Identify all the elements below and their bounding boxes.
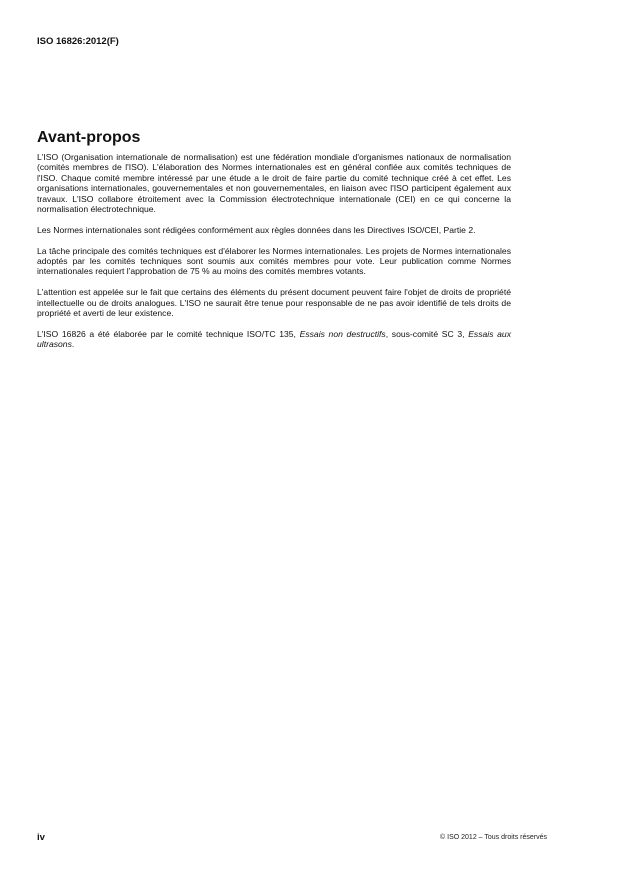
document-id-header: ISO 16826:2012(F) xyxy=(37,36,119,47)
text: , sous-comité SC 3, xyxy=(385,328,469,339)
foreword-body xyxy=(37,152,511,360)
copyright: © ISO 2012 – Tous droits réservés xyxy=(440,834,547,841)
page-number: iv xyxy=(37,832,45,843)
text: . xyxy=(71,339,75,350)
page-title: Avant-propos xyxy=(37,129,141,146)
paragraph-committee xyxy=(37,329,511,350)
paragraph: L'ISO (Organisation internationale de normalisation) est une fédération mondiale d'organismes nationaux de normalisation (comités membres de l'ISO). L'élaboration des Normes internationales est en général confiée aux comités techniques de l'ISO. Chaque comité membre intéressé par une étude a le droit de faire partie du comité technique créé à cet effet. Les organisations internationales, gouvernementales et non gouvernementales, en liaison avec l'ISO participent également aux travaux. L'ISO collabore étroitement avec la Commission électrotechnique internationale (CEI) en ce qui concerne la normalisation électrotechnique. xyxy=(37,152,511,215)
committee-name: Essais non destructifs xyxy=(299,328,386,339)
subcommittee-name: Essais aux ultrasons xyxy=(37,328,512,350)
paragraph: La tâche principale des comités techniques est d'élaborer les Normes internationales. Les projets de Normes internationales adoptés par les comités techniques sont soumis aux comités membres pour vote. Leur publication comme Normes internationales requiert l'approbation de 75 % au moins des comités membres votants. xyxy=(37,245,511,277)
paragraph: Les Normes internationales sont rédigées conformément aux règles données dans les Directives ISO/CEI, Partie 2. xyxy=(37,224,476,235)
text: L'ISO 16826 a été élaborée par le comité technique ISO/TC 135, xyxy=(37,328,300,339)
paragraph: L'attention est appelée sur le fait que certains des éléments du présent document peuvent faire l'objet de droits de propriété intellectuelle ou de droits analogues. L'ISO ne saurait être tenue pour responsable de ne pas avoir identifié de tels droits de propriété et averti de leur existence. xyxy=(37,287,511,319)
